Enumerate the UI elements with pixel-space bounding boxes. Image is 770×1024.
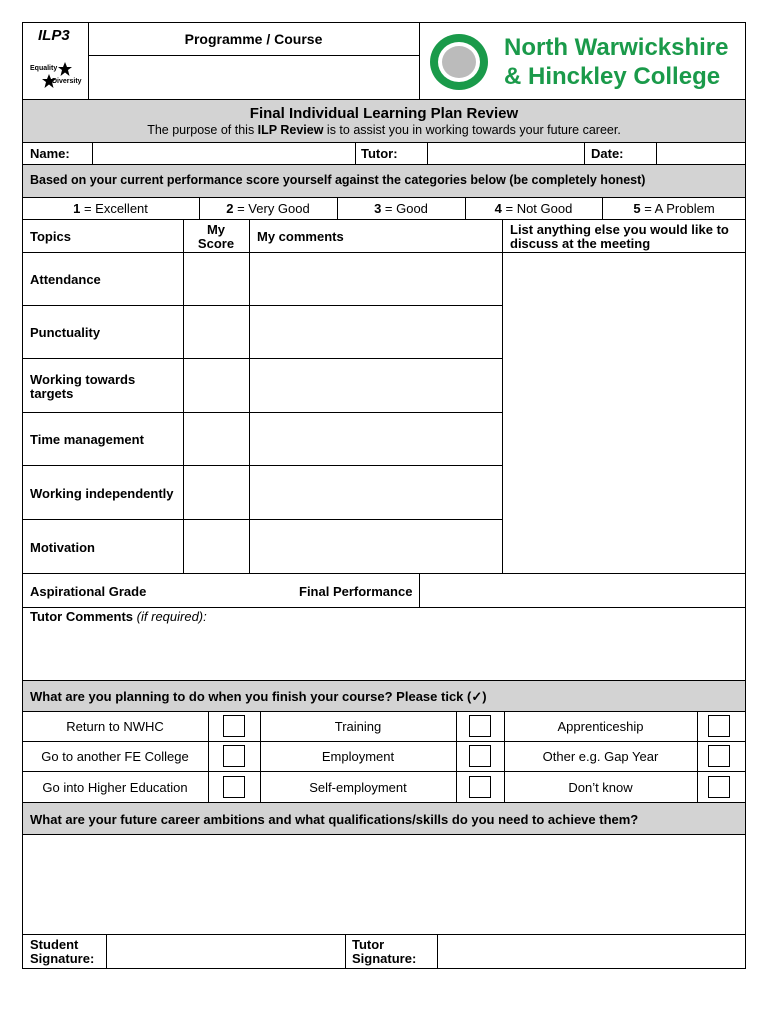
option-training: Training	[334, 719, 382, 734]
topic-working-independently: Working independently	[30, 486, 174, 501]
checkbox-higher-education[interactable]	[223, 776, 245, 798]
col-topics: Topics	[30, 229, 71, 244]
college-name-line2: & Hinckley College	[504, 63, 721, 90]
score-attendance[interactable]	[184, 253, 248, 305]
option-employment: Employment	[321, 749, 395, 764]
review-title: Final Individual Learning Plan Review	[249, 105, 519, 122]
aspirational-grade-label: Aspirational Grade	[30, 584, 147, 599]
checkbox-gap-year[interactable]	[708, 745, 730, 767]
topic-working-towards-line1: Working towards	[30, 372, 136, 387]
ambitions-field[interactable]	[23, 835, 745, 934]
checkbox-fe-college[interactable]	[223, 745, 245, 767]
scoring-instruction: Based on your current performance score yourself against the categories below (be completely honest)	[30, 173, 646, 187]
comment-time-management[interactable]	[250, 413, 502, 465]
divider	[456, 711, 457, 802]
plans-question: What are you planning to do when you finish your course? Please tick (✓)	[30, 689, 487, 704]
tutor-signature-label-line2: Signature:	[352, 951, 417, 966]
divider	[22, 607, 746, 608]
student-signature-field[interactable]	[107, 935, 345, 968]
student-signature-label-line2: Signature:	[30, 951, 95, 966]
comment-attendance[interactable]	[250, 253, 502, 305]
student-signature-label-line1: Student	[30, 937, 79, 952]
equality-diversity-logo	[28, 60, 86, 94]
col-score-line1: My	[206, 222, 226, 237]
checkbox-dont-know[interactable]	[708, 776, 730, 798]
checkbox-training[interactable]	[469, 715, 491, 737]
topic-punctuality: Punctuality	[30, 325, 101, 340]
option-return-nwhc: Return to NWHC	[66, 719, 164, 734]
scale-2: 2 = Very Good	[226, 201, 310, 216]
score-punctuality[interactable]	[184, 306, 248, 358]
divider	[419, 22, 420, 99]
comment-working-independently[interactable]	[250, 466, 502, 519]
divider	[88, 55, 419, 56]
checkbox-return-nwhc[interactable]	[223, 715, 245, 737]
score-motivation[interactable]	[184, 520, 248, 573]
discuss-list-field[interactable]	[503, 253, 745, 573]
date-label: Date:	[591, 146, 624, 161]
comment-motivation[interactable]	[250, 520, 502, 573]
divider	[355, 142, 356, 164]
col-comments: My comments	[257, 229, 344, 244]
option-fe-college: Go to another FE College	[41, 749, 189, 764]
topic-time-management: Time management	[30, 432, 144, 447]
divider	[697, 711, 698, 802]
checkbox-apprenticeship[interactable]	[708, 715, 730, 737]
topic-attendance: Attendance	[30, 272, 101, 287]
divider	[22, 197, 746, 198]
topic-working-towards-line2: targets	[30, 386, 74, 401]
option-higher-education: Go into Higher Education	[42, 780, 188, 795]
tutor-comments-label: Tutor Comments (if required):	[30, 609, 207, 624]
programme-course-field[interactable]	[90, 57, 417, 97]
aspirational-grade-field[interactable]	[184, 574, 248, 607]
college-name-line1: North Warwickshire	[504, 34, 729, 61]
divider	[22, 711, 746, 712]
option-gap-year: Other e.g. Gap Year	[542, 749, 659, 764]
divider	[22, 771, 746, 772]
college-logo-icon	[428, 32, 490, 92]
date-field[interactable]	[657, 143, 745, 163]
comment-working-towards-targets[interactable]	[250, 359, 502, 412]
diversity-text: Diversity	[52, 78, 82, 85]
star-icon	[42, 74, 56, 88]
divider	[208, 711, 209, 802]
tutor-signature-field[interactable]	[438, 935, 745, 968]
divider	[22, 741, 746, 742]
star-icon	[58, 62, 72, 76]
equality-text: Equality	[30, 65, 58, 72]
scale-1: 1 = Excellent	[73, 201, 148, 216]
col-list-line2: discuss at the meeting	[510, 236, 651, 251]
checkbox-self-employment[interactable]	[469, 776, 491, 798]
tick-icon: ✓	[471, 689, 483, 704]
form-code: ILP3	[38, 27, 70, 44]
option-self-employment: Self-employment	[309, 780, 407, 795]
score-working-towards-targets[interactable]	[184, 359, 248, 412]
option-apprenticeship: Apprenticeship	[557, 719, 644, 734]
tutor-label: Tutor:	[361, 146, 398, 161]
checkbox-employment[interactable]	[469, 745, 491, 767]
scale-3: 3 = Good	[374, 201, 428, 216]
topic-motivation: Motivation	[30, 540, 95, 555]
divider	[22, 219, 746, 220]
score-working-independently[interactable]	[184, 466, 248, 519]
name-field[interactable]	[93, 143, 354, 163]
tutor-field[interactable]	[428, 143, 583, 163]
tutor-signature-label-line1: Tutor	[352, 937, 385, 952]
final-performance-label: Final Performance	[299, 584, 413, 599]
review-subtitle: The purpose of this ILP Review is to assist you in working towards your future career.	[147, 123, 621, 137]
ambitions-question: What are your future career ambitions and what qualifications/skills do you need to achieve them?	[30, 812, 639, 827]
name-label: Name:	[30, 146, 70, 161]
scale-4: 4 = Not Good	[494, 201, 573, 216]
col-list-line1: List anything else you would like to	[510, 222, 729, 237]
option-dont-know: Don’t know	[568, 780, 633, 795]
scale-5: 5 = A Problem	[633, 201, 715, 216]
final-performance-field[interactable]	[420, 574, 745, 607]
divider	[584, 142, 585, 164]
score-time-management[interactable]	[184, 413, 248, 465]
col-score-line2: Score	[197, 236, 235, 251]
divider	[345, 934, 346, 969]
comment-punctuality[interactable]	[250, 306, 502, 358]
programme-course-label: Programme / Course	[184, 31, 323, 47]
tutor-comments-field[interactable]	[23, 625, 745, 680]
